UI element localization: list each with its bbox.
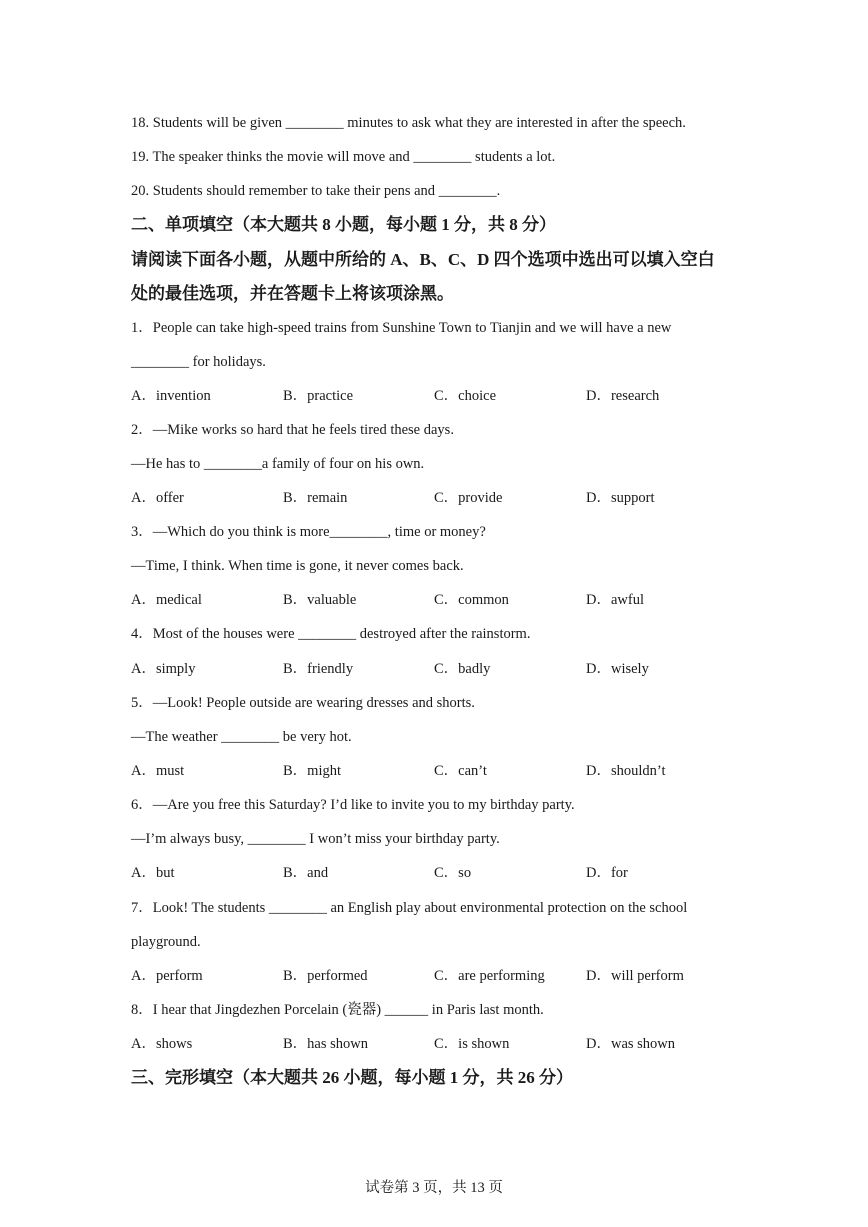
q2-stem-line-2: —He has to ________a family of four on his own. — [131, 456, 425, 472]
q3-option-c[interactable]: C．common — [434, 592, 509, 608]
q5-option-d[interactable]: D．shouldn’t — [586, 763, 666, 779]
q7-stem-line-2: playground. — [131, 934, 201, 950]
q3-stem-line-2: —Time, I think. When time is gone, it never comes back. — [131, 558, 464, 574]
q6-option-a[interactable]: A．but — [131, 865, 175, 881]
q1-option-c[interactable]: C．choice — [434, 388, 497, 404]
q5-option-a[interactable]: A．must — [131, 763, 185, 779]
q7-options — [131, 966, 831, 986]
q6-option-c[interactable]: C．so — [434, 865, 472, 881]
q6-option-d[interactable]: D．for — [586, 865, 628, 881]
q3-option-a[interactable]: A．medical — [131, 592, 202, 608]
q2-option-b[interactable]: B．remain — [283, 490, 348, 506]
q2-option-c[interactable]: C．provide — [434, 490, 503, 506]
q4-option-c[interactable]: C．badly — [434, 661, 491, 677]
section-2-title: 二、单项填空（本大题共 8 小题，每小题 1 分，共 8 分） — [131, 215, 556, 234]
q5-options — [131, 761, 831, 781]
q2-options — [131, 488, 831, 508]
q3-option-d[interactable]: D．awful — [586, 592, 644, 608]
q7-option-d[interactable]: D．will perform — [586, 968, 684, 984]
q5-option-b[interactable]: B．might — [283, 763, 342, 779]
question-19: 19. The speaker thinks the movie will move and ________ students a lot. — [131, 149, 556, 165]
q7-option-b[interactable]: B．performed — [283, 968, 368, 984]
q2-stem-line-1: 2．—Mike works so hard that he feels tired these days. — [131, 422, 454, 438]
q6-options — [131, 863, 831, 883]
question-20: 20. Students should remember to take their pens and ________. — [131, 183, 501, 199]
question-18: 18. Students will be given ________ minutes to ask what they are interested in after the speech. — [131, 115, 686, 131]
q6-stem-line-2: —I’m always busy, ________ I won’t miss your birthday party. — [131, 831, 500, 847]
q5-stem-line-2: —The weather ________ be very hot. — [131, 729, 352, 745]
q7-stem-line-1: 7．Look! The students ________ an English play about environmental protection on the school — [131, 900, 688, 916]
q8-option-c[interactable]: C．is shown — [434, 1036, 510, 1052]
q1-stem-line-2: ________ for holidays. — [131, 354, 266, 370]
q5-option-c[interactable]: C．can’t — [434, 763, 487, 779]
section-3-title: 三、完形填空（本大题共 26 小题，每小题 1 分，共 26 分） — [131, 1068, 573, 1087]
q8-options — [131, 1034, 831, 1054]
q3-stem-line-1: 3．—Which do you think is more________, time or money? — [131, 524, 486, 540]
q1-option-d[interactable]: D．research — [586, 388, 660, 404]
q1-option-a[interactable]: A．invention — [131, 388, 211, 404]
q1-option-b[interactable]: B．practice — [283, 388, 354, 404]
q3-options — [131, 590, 831, 610]
page-footer: 试卷第 3 页，共 13 页 — [365, 1180, 503, 1196]
q7-option-a[interactable]: A．perform — [131, 968, 203, 984]
q6-option-b[interactable]: B．and — [283, 865, 329, 881]
q8-option-d[interactable]: D．was shown — [586, 1036, 676, 1052]
q4-options — [131, 659, 831, 679]
q8-option-b[interactable]: B．has shown — [283, 1036, 368, 1052]
q2-option-d[interactable]: D．support — [586, 490, 655, 506]
q1-stem-line-1: 1．People can take high-speed trains from Sunshine Town to Tianjin and we will have a new — [131, 320, 672, 336]
q4-option-a[interactable]: A．simply — [131, 661, 196, 677]
q6-stem-line-1: 6．—Are you free this Saturday? I’d like to invite you to my birthday party. — [131, 797, 575, 813]
section-2-instruction-line-2: 处的最佳选项，并在答题卡上将该项涂黑。 — [131, 284, 454, 303]
q1-options — [131, 386, 831, 406]
q4-option-d[interactable]: D．wisely — [586, 661, 649, 677]
section-2-instruction-line-1: 请阅读下面各小题，从题中所给的 A、B、C、D 四个选项中选出可以填入空白 — [131, 250, 715, 269]
q2-option-a[interactable]: A．offer — [131, 490, 184, 506]
q5-stem-line-1: 5．—Look! People outside are wearing dresses and shorts. — [131, 695, 475, 711]
q4-stem-line-1: 4．Most of the houses were ________ destroyed after the rainstorm. — [131, 626, 531, 642]
q3-option-b[interactable]: B．valuable — [283, 592, 357, 608]
q8-stem-line-1: 8．I hear that Jingdezhen Porcelain (瓷器) ______ in Paris last month. — [131, 1002, 544, 1018]
q7-option-c[interactable]: C．are performing — [434, 968, 545, 984]
q4-option-b[interactable]: B．friendly — [283, 661, 354, 677]
q8-option-a[interactable]: A．shows — [131, 1036, 193, 1052]
